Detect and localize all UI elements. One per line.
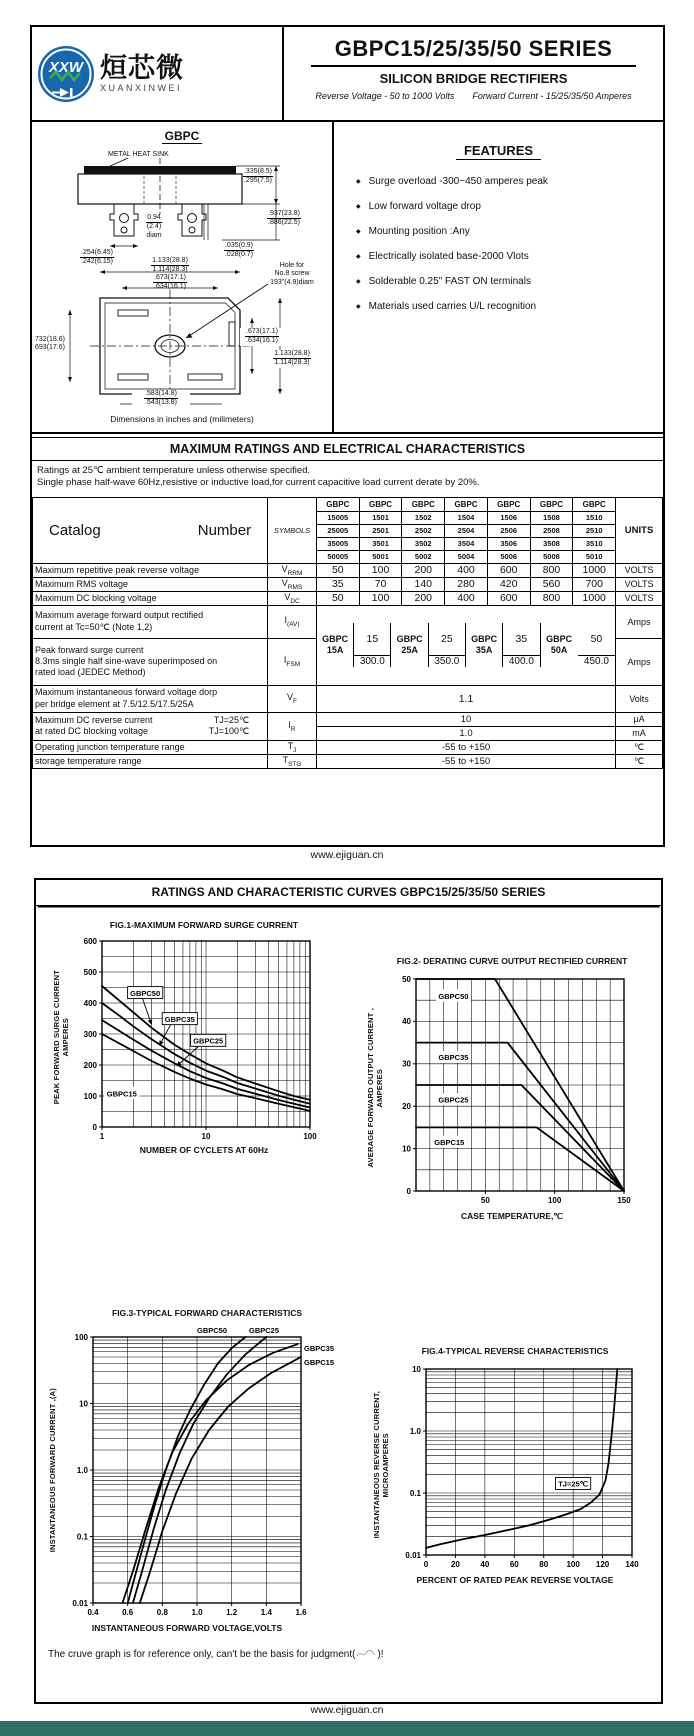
dimension-label: .035(0.9) .028(0.7) xyxy=(224,242,254,259)
table-cell: 800 xyxy=(530,591,573,605)
svg-text:400: 400 xyxy=(83,998,97,1008)
part-number-cell: 1506 xyxy=(487,511,530,524)
unit-cell: Volts xyxy=(616,685,663,712)
table-cell: 200 xyxy=(402,591,445,605)
logo-text xyxy=(100,54,184,92)
row-label: storage temperature range xyxy=(33,754,268,768)
unit-cell: ℃ xyxy=(616,740,663,754)
unit-cell: VOLTS xyxy=(616,591,663,605)
row-label: Operating junction temperature range xyxy=(33,740,268,754)
title-block xyxy=(284,27,663,120)
row-label: Maximum repetitive peak reverse voltage xyxy=(33,563,268,577)
svg-text:GBPC15: GBPC15 xyxy=(304,1358,335,1367)
gbpc-header: GBPC xyxy=(487,497,530,511)
dimension-label: 732(18.6) 693(17.6) xyxy=(35,336,65,352)
svg-text:0.01: 0.01 xyxy=(72,1598,88,1608)
svg-text:0: 0 xyxy=(423,1560,429,1569)
company-logo xyxy=(32,27,284,120)
package-name: GBPC xyxy=(32,127,332,145)
figure-2-ylabel: AVERAGE FORWARD OUTPUT CURRENT , xyxy=(366,1008,375,1168)
note-line: Ratings at 25℃ ambient temperature unless otherwise specified. xyxy=(37,465,311,476)
gbpc-15a-cell: GBPC 15A xyxy=(317,623,354,667)
part-number-cell: 5008 xyxy=(530,550,573,563)
symbol-cell: $V_{DC}$ xyxy=(268,591,317,605)
symbol-cell: $I_{FSM}$ xyxy=(268,638,317,685)
dimension-label: .673(17.1) .634(16.1) xyxy=(154,274,186,291)
symbol-cell: $V_{RRM}$ xyxy=(268,563,317,577)
svg-text:GBPC50: GBPC50 xyxy=(438,991,469,1001)
part-number-cell: 5004 xyxy=(445,550,488,563)
catalog-number-header: Catalog Number xyxy=(33,497,268,563)
gbpc-header: GBPC xyxy=(359,497,402,511)
gbpc-header: GBPC xyxy=(402,497,445,511)
website-url: www.ejiguan.cn xyxy=(310,1704,384,1716)
figure-3-plot xyxy=(57,1321,355,1619)
feature-item: ◆ Mounting position :Any xyxy=(356,226,470,237)
bullet-icon: ◆ xyxy=(356,229,361,235)
dimension-label: 0.94 (2.4) diam xyxy=(146,214,162,239)
disclaimer-note: The cruve graph is for reference only, can't be the basis for judgment( )! xyxy=(48,1648,384,1660)
part-number-cell: 1510 xyxy=(573,511,616,524)
feature-item: ◆ Low forward voltage drop xyxy=(356,201,481,212)
svg-text:0.4: 0.4 xyxy=(87,1608,99,1617)
units-header: UNITS xyxy=(616,497,663,563)
row-label: Maximum average forward output rectified current at Tc=50℃ (Note 1,2) xyxy=(33,605,268,638)
unit-cell: Amps xyxy=(616,605,663,638)
dimension-label: .335(8.5) .295(7.5) xyxy=(243,168,273,185)
feature-item: ◆ Electrically isolated base-2000 Vlots xyxy=(356,251,529,262)
figure-4 xyxy=(372,1346,658,1585)
row-label: Maximum DC blocking voltage xyxy=(33,591,268,605)
package-diagram xyxy=(32,122,334,432)
title-divider xyxy=(311,65,637,67)
table-cell: 100 xyxy=(359,591,402,605)
table-cell: 1000 xyxy=(573,563,616,577)
iav-value: 35 xyxy=(503,623,540,656)
iav-value: 50 xyxy=(578,623,615,656)
feature-item: ◆ Materials used carries U/L recognition xyxy=(356,301,537,312)
dimension-label: .254(6.45) .242(6.15) xyxy=(81,249,113,266)
bullet-icon: ◆ xyxy=(356,304,361,310)
figure-4-xlabel: PERCENT OF RATED PEAK REVERSE VOLTAGE xyxy=(416,1575,614,1585)
gbpc-header: GBPC xyxy=(316,497,359,511)
dimension-label: 1.133(28.8) 1.114(28.3) xyxy=(264,350,320,368)
svg-text:40: 40 xyxy=(402,1017,411,1027)
part-number-cell: 1508 xyxy=(530,511,573,524)
svg-text:100: 100 xyxy=(83,1091,97,1101)
table-cell: 400 xyxy=(445,591,488,605)
figure-3-ylabel: INSTANTANEOUS FORWARD CURRENT ,(A) xyxy=(48,1387,57,1553)
bullet-icon: ◆ xyxy=(356,179,361,185)
ifsm-value: 350.0 xyxy=(429,656,466,667)
features-section xyxy=(334,122,663,432)
figure-1-ylabel: PEAK FORWARD SURGE CURRENT xyxy=(52,969,61,1105)
datasheet-page-2 xyxy=(34,878,663,1704)
table-cell: 35 xyxy=(316,577,359,591)
svg-text:100: 100 xyxy=(74,1332,88,1342)
svg-text:10: 10 xyxy=(402,1144,411,1154)
symbol-cell: $T_J$ xyxy=(268,740,317,754)
svg-text:0: 0 xyxy=(92,1122,97,1132)
bottom-color-bar xyxy=(0,1721,694,1736)
table-row-iav xyxy=(33,605,663,638)
dimension-label: .583(14.8) .543(13.8) xyxy=(132,390,190,408)
part-number-cell: 5001 xyxy=(359,550,402,563)
part-number-cell: 1504 xyxy=(445,511,488,524)
svg-text:200: 200 xyxy=(83,1060,97,1070)
header xyxy=(32,27,663,122)
unit-cell: mA xyxy=(616,726,663,740)
figure-1-plot xyxy=(70,933,320,1141)
figure-2-xlabel: CASE TEMPERATURE,℃ xyxy=(461,1211,563,1221)
figure-2-title: FIG.2- DERATING CURVE OUTPUT RECTIFIED CURRENT xyxy=(396,956,628,966)
part-number-cell: 2501 xyxy=(359,524,402,537)
table-cell: 1.1 xyxy=(316,685,615,712)
svg-text:10: 10 xyxy=(201,1132,211,1141)
features-heading: FEATURES xyxy=(334,142,663,160)
symbol-cell: $I_{(AV)}$ xyxy=(268,605,317,638)
svg-text:1.6: 1.6 xyxy=(295,1608,307,1617)
svg-text:500: 500 xyxy=(83,967,97,977)
svg-text:60: 60 xyxy=(509,1560,519,1569)
figure-1-xlabel: NUMBER OF CYCLETS AT 60Hz xyxy=(139,1145,269,1155)
gbpc-25a-cell: GBPC 25A xyxy=(391,623,428,667)
rating-notes xyxy=(32,461,663,497)
row-label: Peak forward surge current 8.3ms single half sine-wave superimposed on rated load (JEDEC Method) xyxy=(33,638,268,685)
table-cell: 560 xyxy=(530,577,573,591)
figure-4-title: FIG.4-TYPICAL REVERSE CHARACTERISTICS xyxy=(421,1346,609,1356)
table-cell: 70 xyxy=(359,577,402,591)
tagline xyxy=(284,91,663,101)
part-number-cell: 3504 xyxy=(445,537,488,550)
svg-text:1.0: 1.0 xyxy=(76,1465,88,1475)
table-row-vrrm xyxy=(33,563,663,577)
symbol-cell: $T_{STG}$ xyxy=(268,754,317,768)
svg-text:0.1: 0.1 xyxy=(76,1532,88,1542)
svg-text:GBPC15: GBPC15 xyxy=(434,1138,465,1148)
row-label: Maximum DC reverse current TJ=25℃ at rated DC blocking voltage TJ=100℃ xyxy=(33,712,268,740)
figure-2 xyxy=(366,956,658,1222)
symbol-cell: $I_R$ xyxy=(268,712,317,740)
unit-cell: VOLTS xyxy=(616,563,663,577)
website-url: www.ejiguan.cn xyxy=(310,849,384,861)
signature-mark xyxy=(355,1648,377,1660)
svg-text:1.0: 1.0 xyxy=(191,1608,203,1617)
feature-item: ◆ Surge overload -300~450 amperes peak xyxy=(356,176,548,187)
part-number-cell: 3501 xyxy=(359,537,402,550)
figure-1 xyxy=(52,920,356,1155)
svg-text:10: 10 xyxy=(79,1399,88,1409)
heatsink-label: METAL HEAT SINK xyxy=(108,151,169,158)
table-row-tj xyxy=(33,740,663,754)
logo-icon xyxy=(36,44,96,104)
svg-text:10: 10 xyxy=(412,1364,421,1374)
features-list xyxy=(334,176,663,312)
unit-cell: μA xyxy=(616,712,663,726)
table-cell: 100 xyxy=(359,563,402,577)
part-number-cell: 3510 xyxy=(573,537,616,550)
symbols-header: SYMBOLS xyxy=(268,497,317,563)
part-number-cell: 3502 xyxy=(402,537,445,550)
gbpc-header: GBPC xyxy=(573,497,616,511)
part-number-cell: 2508 xyxy=(530,524,573,537)
table-cell: 200 xyxy=(402,563,445,577)
tagline-reverse-voltage: Reverse Voltage - 50 to 1000 Volts xyxy=(315,91,455,101)
tagline-forward-current: Forward Current - 15/25/35/50 Amperes xyxy=(472,91,632,101)
figure-1-title: FIG.1-MAXIMUM FORWARD SURGE CURRENT xyxy=(109,920,299,930)
figure-4-ylabel: INSTANTANEOUS REVERSE CURRENT, xyxy=(372,1391,381,1539)
company-name-cn: 烜芯微 xyxy=(100,53,184,84)
part-number-cell: 5002 xyxy=(402,550,445,563)
dimension-label: .673(17.1) .634(16.1) xyxy=(240,328,284,346)
svg-text:20: 20 xyxy=(450,1560,460,1569)
svg-text:30: 30 xyxy=(402,1059,411,1069)
ifsm-value: 300.0 xyxy=(354,656,391,667)
ratings-table xyxy=(32,497,663,769)
gbpc-header: GBPC xyxy=(445,497,488,511)
svg-text:0.8: 0.8 xyxy=(156,1608,168,1617)
table-row-tstg xyxy=(33,754,663,768)
company-name-en: XUANXINWEI xyxy=(100,82,183,93)
svg-text:600: 600 xyxy=(83,936,97,946)
row-label: Maximum instantaneous forward voltage dorp per bridge element at 7.5/12.5/17.5/25A xyxy=(33,685,268,712)
gbpc-35a-cell: GBPC 35A xyxy=(466,623,503,667)
table-row-vdc xyxy=(33,591,663,605)
part-number-cell: 3508 xyxy=(530,537,573,550)
svg-text:0.01: 0.01 xyxy=(405,1550,421,1560)
part-number-cell: 3506 xyxy=(487,537,530,550)
table-row-ir xyxy=(33,712,663,726)
part-number-cell: 2510 xyxy=(573,524,616,537)
hole-note: Hole for No.8 screw 193"(4.9)diam xyxy=(270,262,314,286)
table-cell: 420 xyxy=(487,577,530,591)
symbol-cell: $V_{RMS}$ xyxy=(268,577,317,591)
svg-text:GBPC35: GBPC35 xyxy=(164,1014,195,1024)
svg-text:GBPC25: GBPC25 xyxy=(249,1326,280,1335)
curves-banner: RATINGS AND CHARACTERISTIC CURVES GBPC15/25/35/50 SERIES xyxy=(36,880,661,906)
dimension-label: 1.133(28.8) 1.114(28.3) xyxy=(152,257,188,274)
table-cell: 50 xyxy=(316,563,359,577)
svg-text:GBPC25: GBPC25 xyxy=(193,1036,224,1046)
part-number-cell: 5006 xyxy=(487,550,530,563)
svg-text:140: 140 xyxy=(625,1560,639,1569)
svg-text:TJ=25℃: TJ=25℃ xyxy=(558,1479,589,1489)
iav-ifsm-values xyxy=(316,605,615,685)
iav-value: 25 xyxy=(429,623,466,656)
svg-text:120: 120 xyxy=(595,1560,610,1569)
note-line: Single phase half-wave 60Hz,resistive or inductive load,for current capacitive load current derate by 20%. xyxy=(37,477,480,489)
table-cell: 280 xyxy=(445,577,488,591)
table-cell: 800 xyxy=(530,563,573,577)
svg-text:1: 1 xyxy=(99,1132,105,1141)
feature-item: ◆ Solderable 0.25" FAST ON terminals xyxy=(356,276,531,287)
catalog-header-row xyxy=(33,497,663,511)
symbol-cell: $V_F$ xyxy=(268,685,317,712)
gbpc-50a-cell: GBPC 50A xyxy=(546,634,573,656)
part-number-cell: 15005 xyxy=(316,511,359,524)
table-cell: -55 to +150 xyxy=(316,754,615,768)
gbpc-header: GBPC xyxy=(530,497,573,511)
svg-text:150: 150 xyxy=(617,1196,631,1205)
bullet-icon: ◆ xyxy=(356,279,361,285)
ifsm-value: 450.0 xyxy=(583,656,609,668)
part-number-cell: 2506 xyxy=(487,524,530,537)
svg-text:20: 20 xyxy=(402,1102,411,1111)
part-number-cell: 35005 xyxy=(316,537,359,550)
ifsm-value: 400.0 xyxy=(503,656,540,667)
figure-2-plot xyxy=(384,969,636,1207)
svg-text:GBPC35: GBPC35 xyxy=(304,1344,335,1353)
part-number-cell: 1501 xyxy=(359,511,402,524)
figure-3-title: FIG.3-TYPICAL FORWARD CHARACTERISTICS xyxy=(112,1308,302,1318)
svg-text:0: 0 xyxy=(406,1186,411,1196)
table-cell: 600 xyxy=(487,563,530,577)
bullet-icon: ◆ xyxy=(356,204,361,210)
part-number-cell: 2502 xyxy=(402,524,445,537)
part-number-cell: 2504 xyxy=(445,524,488,537)
svg-text:GBPC50: GBPC50 xyxy=(197,1326,228,1335)
table-cell: 400 xyxy=(445,563,488,577)
svg-text:GBPC35: GBPC35 xyxy=(438,1053,469,1063)
svg-text:GBPC15: GBPC15 xyxy=(106,1089,137,1099)
figure-3-xlabel: INSTANTANEOUS FORWARD VOLTAGE,VOLTS xyxy=(91,1623,283,1633)
part-number-cell: 50005 xyxy=(316,550,359,563)
svg-text:40: 40 xyxy=(480,1560,490,1569)
row-label: Maximum RMS voltage xyxy=(33,577,268,591)
svg-text:80: 80 xyxy=(539,1560,549,1569)
subtitle: SILICON BRIDGE RECTIFIERS xyxy=(379,71,568,86)
svg-text:0.6: 0.6 xyxy=(122,1608,134,1617)
table-cell: 10 xyxy=(316,712,615,726)
svg-text:0.1: 0.1 xyxy=(409,1488,421,1498)
part-number-cell: 25005 xyxy=(316,524,359,537)
svg-text:XXW: XXW xyxy=(48,58,84,76)
svg-text:1.2: 1.2 xyxy=(226,1608,238,1617)
table-cell: -55 to +150 xyxy=(316,740,615,754)
svg-text:300: 300 xyxy=(83,1029,97,1039)
part-number-cell: 1502 xyxy=(402,511,445,524)
svg-text:GBPC50: GBPC50 xyxy=(130,988,161,998)
svg-text:100: 100 xyxy=(303,1132,317,1141)
figure-2-ylabel2: AMPERES xyxy=(375,1068,384,1108)
unit-cell: Amps xyxy=(616,638,663,685)
svg-text:1.0: 1.0 xyxy=(409,1426,421,1436)
figure-1-ylabel2: AMPERES xyxy=(61,1017,70,1057)
page-title: GBPC15/25/35/50 SERIES xyxy=(334,36,613,61)
table-cell: 1000 xyxy=(573,591,616,605)
svg-text:GBPC25: GBPC25 xyxy=(438,1095,469,1105)
table-cell: 600 xyxy=(487,591,530,605)
table-cell: 50 xyxy=(316,591,359,605)
table-cell: 140 xyxy=(402,577,445,591)
iav-value: 15 xyxy=(354,623,391,656)
svg-text:50: 50 xyxy=(480,1196,490,1205)
figure-4-ylabel2: MICROAMPERES xyxy=(381,1432,390,1498)
datasheet-page-1 xyxy=(30,25,665,847)
table-cell: 1.0 xyxy=(316,726,615,740)
unit-cell: ℃ xyxy=(616,754,663,768)
table-row-vrms xyxy=(33,577,663,591)
svg-text:100: 100 xyxy=(566,1560,580,1569)
figure-3 xyxy=(48,1308,366,1633)
svg-text:50: 50 xyxy=(402,974,411,984)
dimensions-caption: Dimensions in inches and (milimeters) xyxy=(110,414,254,424)
svg-text:100: 100 xyxy=(547,1196,562,1205)
table-row-vf xyxy=(33,685,663,712)
bullet-icon: ◆ xyxy=(356,254,361,260)
section-banner: MAXIMUM RATINGS AND ELECTRICAL CHARACTERISTICS xyxy=(32,437,663,461)
content-columns xyxy=(32,122,663,434)
part-number-cell: 5010 xyxy=(573,550,616,563)
unit-cell: VOLTS xyxy=(616,577,663,591)
svg-text:1.4: 1.4 xyxy=(260,1608,272,1617)
dimension-label: .937(23.8) .886(22.5) xyxy=(268,210,300,227)
figure-4-plot xyxy=(390,1359,642,1571)
table-cell: 700 xyxy=(573,577,616,591)
